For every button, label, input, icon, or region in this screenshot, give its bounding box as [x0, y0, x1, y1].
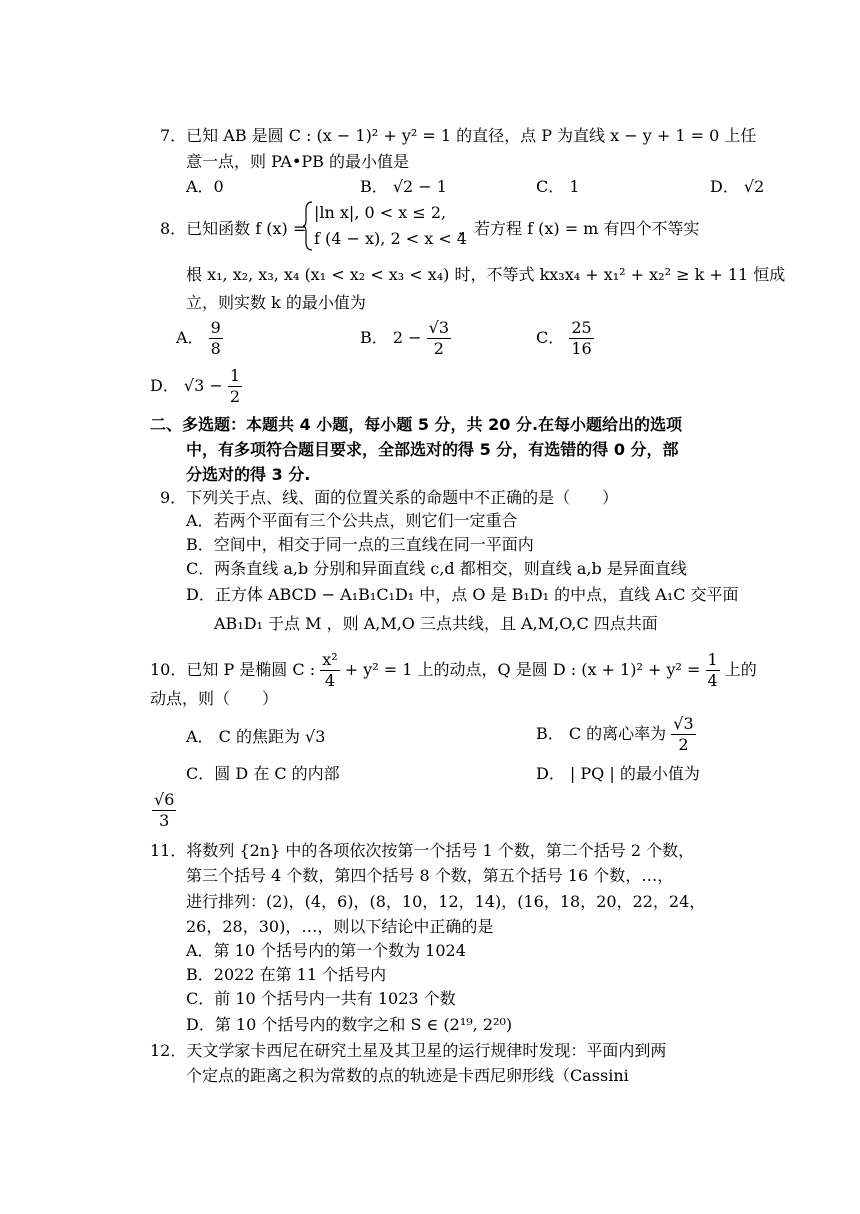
- fraction-denominator: 16: [571, 339, 592, 358]
- fraction-numerator: √3: [673, 714, 694, 733]
- q8-stem-after: ，若方程 f (x) = m 有四个不等实: [458, 219, 700, 238]
- q11-stem-line2: 第三个括号 4 个数，第四个括号 8 个数，第五个括号 16 个数，…，: [186, 866, 674, 885]
- section2-heading-line2: 中，有多项符合题目要求，全部选对的得 5 分，有选错的得 0 分，部: [186, 440, 679, 459]
- fraction-denominator: 3: [159, 811, 170, 830]
- q8-option-a-fraction: [209, 318, 223, 359]
- q11-stem-line1: 11．将数列 {2n} 中的各项依次按第一个括号 1 个数，第二个括号 2 个数，: [150, 841, 695, 860]
- q10-option-b-fraction: [671, 714, 695, 755]
- q10-option-b: [536, 714, 696, 755]
- q8-option-a-label: A．: [176, 328, 204, 347]
- fraction-numerator: 9: [210, 318, 221, 337]
- fraction-numerator: 1: [229, 366, 241, 385]
- q10-circle-fraction: [706, 650, 720, 691]
- q10-text-3: 上的: [724, 660, 757, 679]
- fraction-numerator: x²: [322, 650, 338, 669]
- q12-stem-line2: 个定点的距离之积为常数的点的轨迹是卡西尼卵形线（Cassini: [186, 1066, 629, 1085]
- q11-option-a: A．第 10 个括号内的第一个数为 1024: [186, 941, 466, 960]
- q11-option-c: C．前 10 个括号内一共有 1023 个数: [186, 989, 456, 1008]
- section2-heading-line1: 二、多选题：本题共 4 小题，每小题 5 分，共 20 分.在每小题给出的选项: [150, 415, 683, 434]
- fraction-denominator: 2: [229, 387, 241, 406]
- q9-option-d-line2: AB₁D₁ 于点 M ，则 A,M,O 三点共线，且 A,M,O,C 四点共面: [214, 614, 658, 633]
- q8-option-c: [536, 318, 594, 359]
- q9-option-d-line1: D．正方体 ABCD − A₁B₁C₁D₁ 中，点 O 是 B₁D₁ 的中点，直线 A₁C 交平面: [186, 585, 739, 604]
- q11-option-b: B．2022 在第 11 个括号内: [186, 965, 387, 984]
- q11-option-d: D．第 10 个括号内的数字之和 S ∈ (2¹⁹, 2²⁰): [186, 1015, 513, 1034]
- q7-option-a: A．0: [186, 177, 224, 196]
- q10-text-2: + y² = 1 上的动点，Q 是圆 D : (x + 1)² + y² =: [344, 660, 701, 679]
- q11-stem-line4: 26，28，30)，…，则以下结论中正确的是: [186, 917, 494, 936]
- q9-option-b: B．空间中，相交于同一点的三直线在同一平面内: [186, 535, 534, 554]
- q10-ellipse-fraction: [320, 650, 339, 691]
- q8-option-d: [150, 366, 242, 407]
- q8-option-b: [360, 318, 451, 359]
- fraction-numerator: √6: [154, 790, 175, 809]
- q8-option-b-fraction: [427, 318, 451, 359]
- fraction-numerator: 1: [707, 650, 718, 669]
- q7-option-b: B． √2 − 1: [360, 177, 447, 196]
- fraction-denominator: 8: [210, 339, 221, 358]
- q8-piecewise-brace: [302, 200, 314, 252]
- q10-stem-line2: 动点，则（ ）: [150, 689, 279, 708]
- fraction-numerator: √3: [428, 318, 449, 337]
- q10-stem-line1: [150, 650, 757, 691]
- q9-option-c: C．两条直线 a,b 分别和异面直线 c,d 都相交，则直线 a,b 是异面直线: [186, 559, 687, 578]
- q8-option-c-label: C．: [536, 328, 565, 347]
- q10-text-1: 10．已知 P 是椭圆 C :: [150, 660, 316, 679]
- q10-option-d: D． | PQ | 的最小值为: [536, 764, 700, 783]
- q8-option-d-label: D． √3 −: [150, 376, 223, 395]
- q10-option-d-value: [152, 790, 176, 831]
- section2-heading-line3: 分选对的得 3 分.: [186, 465, 311, 484]
- q9-stem: 9．下列关于点、线、面的位置关系的命题中不正确的是（ ）: [160, 488, 619, 507]
- q8-case-1: |ln x|, 0 < x ≤ 2,: [314, 203, 447, 222]
- q11-stem-line3: 进行排列：(2)，(4，6)，(8，10，12，14)，(16，18，20，22，24，: [186, 892, 706, 911]
- fraction-numerator: 25: [571, 318, 592, 337]
- fraction-denominator: 4: [324, 671, 336, 690]
- q10-option-c: C．圆 D 在 C 的内部: [186, 764, 340, 783]
- q7-stem-line1: 7．已知 AB 是圆 C : (x − 1)² + y² = 1 的直径，点 P 为直线 x − y + 1 = 0 上任: [160, 126, 757, 145]
- q7-option-c: C． 1: [536, 177, 580, 196]
- q8-option-d-fraction: [228, 366, 242, 407]
- q8-case-2: f (4 − x), 2 < x < 4: [314, 229, 467, 248]
- q8-label: 8．已知函数 f (x) =: [160, 219, 307, 238]
- q10-option-d-fraction: [152, 790, 176, 831]
- fraction-denominator: 4: [707, 671, 718, 690]
- q7-stem-line2: 意一点，则 PA•PB 的最小值是: [186, 152, 409, 171]
- q10-option-b-label: B． C 的离心率为: [536, 724, 667, 743]
- q8-option-c-fraction: [569, 318, 593, 359]
- q12-stem-line1: 12．天文学家卡西尼在研究土星及其卫星的运行规律时发现：平面内到两: [150, 1041, 667, 1060]
- q10-option-a: A． C 的焦距为 √3: [186, 727, 326, 746]
- q8-stem-line2: 根 x₁, x₂, x₃, x₄ (x₁ < x₂ < x₃ < x₄) 时，不等式 kx₃x₄ + x₁² + x₂² ≥ k + 11 恒成: [186, 265, 786, 284]
- q8-option-a: [176, 318, 223, 359]
- fraction-denominator: 2: [433, 339, 444, 358]
- q8-stem-line3: 立，则实数 k 的最小值为: [186, 293, 366, 312]
- fraction-denominator: 2: [678, 735, 689, 754]
- q9-option-a: A．若两个平面有三个公共点，则它们一定重合: [186, 511, 518, 530]
- q8-option-b-label: B． 2 −: [360, 328, 422, 347]
- q7-option-d: D． √2: [710, 177, 765, 196]
